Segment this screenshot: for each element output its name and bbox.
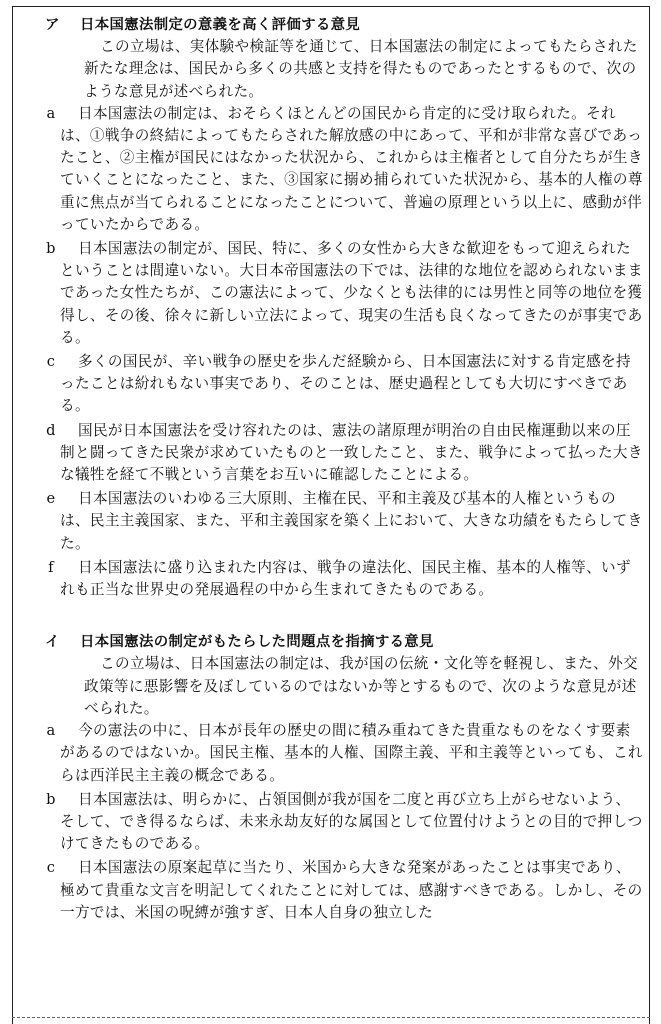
item-label: c bbox=[46, 353, 56, 371]
section-a-item bbox=[46, 351, 644, 418]
item-text: 今の憲法の中に、日本が長年の歴史の間に積み重ねてきた貴重なものをなくす要素があるのではないか。国民主権、基本的人権、国際主義、平和主義等といっても、これらは西洋民主主義の概念である。 bbox=[60, 722, 643, 784]
item-label: f bbox=[48, 558, 54, 576]
item-label: a bbox=[46, 722, 56, 740]
section-a-title: 日本国憲法制定の意義を高く評価する意見 bbox=[80, 17, 361, 33]
frame-bottom-border bbox=[12, 1017, 650, 1018]
frame-right-border bbox=[649, 6, 650, 1024]
section-a-item bbox=[48, 557, 644, 601]
item-label: e bbox=[46, 490, 56, 508]
item-text: 国民が日本国憲法を受け容れたのは、憲法の諸原理が明治の自由民権運動以来の圧制と闘ってきた民衆が求めていたものと一致したこと、また、戦争によって払った大きな犠牲を経て不戦という言葉をお互いに確認したことによる。 bbox=[60, 421, 643, 484]
item-text: 多くの国民が、辛い戦争の歴史を歩んだ経験から、日本国憲法に対する肯定感を持ったことは紛れもない事実であり、そのことは、歴史過程としても大切にすべきである。 bbox=[60, 353, 631, 415]
section-spacer bbox=[60, 603, 644, 631]
section-b-item bbox=[46, 857, 644, 924]
section-a-mark: ア bbox=[45, 17, 60, 33]
section-a-heading bbox=[45, 14, 644, 36]
item-text: 日本国憲法のいわゆる三大原則、主権在民、平和主義及び基本的人権というものは、民主主義国家、また、平和主義国家を築く上において、大きな功績をもたらしてきた。 bbox=[60, 490, 643, 552]
section-b-item bbox=[46, 720, 644, 787]
item-label: d bbox=[46, 421, 56, 439]
section-a-intro: この立場は、実体験や検証等を通じて、日本国憲法の制定によってもたらされた新たな理念は、国民から多くの共感と支持を得たものであったとするもので、次のような意見が述べられた。 bbox=[84, 38, 638, 100]
item-label: b bbox=[46, 240, 56, 258]
section-b-item bbox=[46, 789, 644, 856]
item-label: c bbox=[46, 859, 56, 877]
section-a-item bbox=[46, 103, 644, 236]
frame-top-border bbox=[12, 6, 650, 7]
section-b-mark: イ bbox=[45, 634, 60, 651]
item-text: 日本国憲法の原案起草に当たり、米国から大きな発案があったことは事実であり、極めて貴重な文言を明記してくれたことに対しては、感謝すべきである。しかし、その一方では、米国の呪縛が強すぎ、日本人自身の独立した bbox=[60, 859, 643, 921]
frame-left-border bbox=[12, 6, 13, 1024]
section-b-intro: この立場は、日本国憲法の制定は、我が国の伝統・文化等を軽視し、また、外交政策等に悪影響を及ぼしているのではないか等とするもので、次のような意見が述べられた。 bbox=[84, 655, 638, 717]
section-a-item bbox=[46, 238, 644, 349]
section-a-item bbox=[46, 420, 644, 487]
item-text: 日本国憲法は、明らかに、占領国側が我が国を二度と再び立ち上がらせないよう、そして、でき得るならば、未来永劫友好的な属国として位置付けようとの目的で押しつけてきたものである。 bbox=[60, 790, 643, 853]
item-text: 日本国憲法の制定が、国民、特に、多くの女性から大きな歓迎をもって迎えられたということは間違いない。大日本帝国憲法の下では、法律的な地位を認められないままであった女性たちが、この憲法によって、少なくとも法律的には男性と同等の地位を獲得し、その後、徐々に新しい立法によって、現実の生活も良くなってきたのが事実である。 bbox=[60, 240, 643, 346]
item-label: a bbox=[46, 104, 56, 122]
section-b-heading bbox=[45, 631, 644, 653]
section-a-item bbox=[46, 488, 644, 555]
item-label: b bbox=[46, 790, 56, 808]
item-text: 日本国憲法の制定は、おそらくほとんどの国民から肯定的に受け取られた。それは、①戦争の終結によってもたらされた解放感の中にあって、平和が非常な喜びであったこと、②主権が国民にはなかった状況から、これからは主権者として自分たちが生きていくことになったこと、また、③国家に搦め捕られていた状況から、基本的人権の尊重に焦点が当てられることになったことについて、普遍の原理という以上に、感動が伴っていたからである。 bbox=[60, 104, 643, 233]
section-b-title: 日本国憲法の制定がもたらした問題点を指摘する意見 bbox=[80, 634, 434, 651]
item-text: 日本国憲法に盛り込まれた内容は、戦争の違法化、国民主権、基本的人権等、いずれも正当な世界史の発展過程の中から生まれてきたものである。 bbox=[60, 558, 631, 599]
document-content bbox=[45, 14, 644, 926]
